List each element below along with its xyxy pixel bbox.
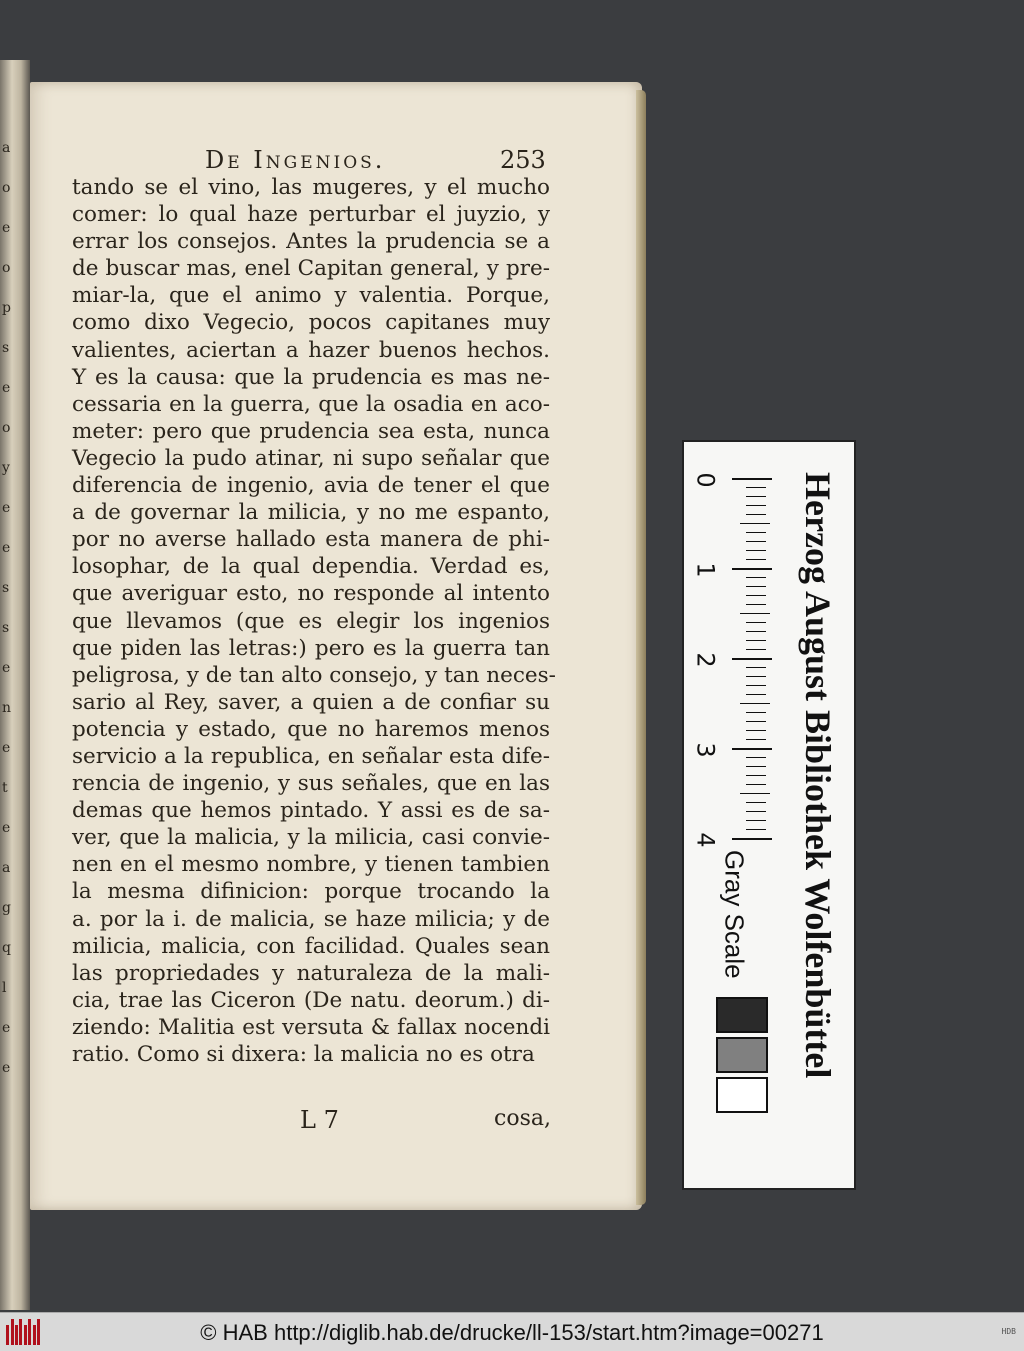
text-line: a de governar la milicia, y no me espanto, xyxy=(72,500,550,526)
ruler-tick xyxy=(732,838,772,840)
ruler-tick xyxy=(746,649,766,650)
ruler-tick xyxy=(746,550,766,551)
ruler-tick xyxy=(746,811,766,812)
previous-page-edge xyxy=(0,60,30,1310)
book-page xyxy=(30,82,642,1210)
ruler-tick xyxy=(746,577,766,578)
ruler-number: 1 xyxy=(691,562,720,578)
left-page-fragment: a xyxy=(2,140,11,156)
text-line: a. por la i. de malicia, se haze milicia; y de xyxy=(72,906,550,932)
ruler-tick xyxy=(746,586,766,587)
page-fore-edge xyxy=(636,90,646,1205)
text-line: cia, trae las Ciceron (De natu. deorum.) di- xyxy=(72,987,550,1013)
ruler-number: 3 xyxy=(691,742,720,758)
text-line: ziendo: Malitia est versuta & fallax nocendi xyxy=(72,1014,550,1040)
footer-mark: HDB xyxy=(1001,1327,1016,1336)
text-line: potencia y estado, que no haremos menos xyxy=(72,716,550,742)
left-page-fragment: a xyxy=(2,860,11,876)
ruler-tick xyxy=(746,730,766,731)
left-page-fragment: g xyxy=(2,900,11,916)
text-line: demas que hemos pintado. Y assi es de sa- xyxy=(72,798,550,824)
text-line: que averiguar esto, no responde al intento xyxy=(72,581,550,607)
ruler-tick xyxy=(740,613,770,614)
ruler-tick xyxy=(746,820,766,821)
ruler-tick xyxy=(740,793,770,794)
text-line: nen en el mesmo nombre, y tienen tambien xyxy=(72,852,550,878)
text-line: sario al Rey, saver, a quien a de confiar su xyxy=(72,689,550,715)
text-line: errar los consejos. Antes la prudencia se a xyxy=(72,229,550,255)
ruler-tick xyxy=(746,676,766,677)
left-page-fragment: n xyxy=(2,700,12,716)
text-line: peligrosa, y de tan alto consejo, y tan neces- xyxy=(72,662,556,688)
left-page-fragment: o xyxy=(2,260,11,276)
ruler-tick xyxy=(746,775,766,776)
ruler-tick xyxy=(746,541,766,542)
left-page-fragment: o xyxy=(2,180,11,196)
left-page-fragment: s xyxy=(2,620,10,636)
gray-swatch xyxy=(716,1077,768,1113)
ruler-title: Herzog August Bibliothek Wolfenbüttel xyxy=(798,472,838,1079)
ruler-tick xyxy=(746,622,766,623)
ruler-tick xyxy=(746,829,766,830)
text-line: meter: pero que prudencia sea esta, nunca xyxy=(72,418,550,444)
ruler-tick xyxy=(732,568,772,570)
text-line: valientes, aciertan a hazer buenos hechos. xyxy=(72,337,550,363)
ruler-tick xyxy=(746,712,766,713)
text-line: la mesma difinicion: porque trocando la xyxy=(72,879,550,905)
footer-copyright-url[interactable]: © HAB http://diglib.hab.de/drucke/ll-153/start.htm?image=00271 xyxy=(200,1320,824,1345)
ruler-tick xyxy=(746,532,766,533)
text-line: ver, que la malicia, y la milicia, casi convie- xyxy=(72,825,550,851)
ruler-tick xyxy=(746,595,766,596)
text-line: las propriedades y naturaleza de la mali- xyxy=(72,960,550,986)
left-page-fragment: e xyxy=(2,660,11,676)
text-line: Y es la causa: que la prudencia es mas ne- xyxy=(72,364,550,390)
text-line: de buscar mas, enel Capitan general, y pre- xyxy=(72,256,550,282)
ruler-tick xyxy=(732,658,772,660)
ruler-tick xyxy=(746,694,766,695)
left-page-fragment: s xyxy=(2,340,10,356)
text-line: comer: lo qual haze perturbar el juyzio, y xyxy=(72,202,550,228)
text-line: servicio a la republica, en señalar esta dife- xyxy=(72,743,550,769)
ruler-tick xyxy=(732,478,772,480)
ruler-tick xyxy=(746,496,766,497)
page-body-text xyxy=(72,174,556,1068)
gray-swatch xyxy=(716,997,768,1033)
text-line: por no averse hallado esta manera de phi- xyxy=(72,527,550,553)
left-page-fragment: o xyxy=(2,420,11,436)
ruler-tick xyxy=(746,559,766,560)
left-page-fragment: t xyxy=(2,780,8,796)
text-line: cessaria en la guerra, que la osadia en aco- xyxy=(72,391,550,417)
text-line: milicia, malicia, con facilidad. Quales sean xyxy=(72,933,550,959)
ruler-tick xyxy=(732,748,772,750)
left-page-fragment: e xyxy=(2,820,11,836)
ruler-number: 0 xyxy=(691,472,720,488)
gray-swatch xyxy=(716,1037,768,1073)
text-line: rencia de ingenio, y sus señales, que en las xyxy=(72,771,550,797)
left-page-fragment: e xyxy=(2,220,11,236)
color-reference-ruler xyxy=(682,440,856,1190)
ruler-tick xyxy=(746,514,766,515)
gray-scale-label: Gray Scale xyxy=(719,850,750,979)
text-line: como dixo Vegecio, pocos capitanes muy xyxy=(72,310,550,336)
left-page-fragment: e xyxy=(2,500,11,516)
ruler-tick xyxy=(740,523,770,524)
ruler-tick xyxy=(746,721,766,722)
signature-mark: L 7 xyxy=(300,1106,339,1134)
left-page-fragment: e xyxy=(2,540,11,556)
text-line: miar-la, que el animo y valentia. Porque, xyxy=(72,283,550,309)
ruler-tick xyxy=(746,802,766,803)
left-page-fragment: e xyxy=(2,1060,11,1076)
ruler-tick xyxy=(746,757,766,758)
text-line: ratio. Como si dixera: la malicia no es otra xyxy=(72,1042,535,1067)
left-page-fragment: y xyxy=(2,460,10,476)
ruler-tick xyxy=(746,739,766,740)
left-page-fragment: e xyxy=(2,1020,11,1036)
ruler-tick xyxy=(740,703,770,704)
text-line: diferencia de ingenio, avia de tener el que xyxy=(72,473,550,499)
text-line: que piden las letras:) pero es la guerra tan xyxy=(72,635,550,661)
text-line: Vegecio la pudo atinar, ni supo señalar que xyxy=(72,445,550,471)
ruler-tick xyxy=(746,604,766,605)
viewer-footer xyxy=(0,1312,1024,1351)
left-page-fragment: l xyxy=(2,980,7,996)
text-line: que llevamos (que es elegir los ingenios xyxy=(72,608,550,634)
ruler-tick xyxy=(746,487,766,488)
ruler-tick xyxy=(746,505,766,506)
ruler-number: 2 xyxy=(691,652,720,668)
running-head: De Ingenios. xyxy=(205,146,386,174)
ruler-tick xyxy=(746,766,766,767)
ruler-tick xyxy=(746,667,766,668)
page-number: 253 xyxy=(500,146,546,174)
ruler-tick xyxy=(746,784,766,785)
text-line: losophar, de la qual dependia. Verdad es, xyxy=(72,554,550,580)
ruler-tick xyxy=(746,685,766,686)
left-page-fragment: s xyxy=(2,580,10,596)
left-page-fragment: e xyxy=(2,740,11,756)
text-line: tando se el vino, las mugeres, y el mucho xyxy=(72,175,550,200)
left-page-fragment: e xyxy=(2,380,11,396)
catchword: cosa, xyxy=(494,1106,551,1131)
ruler-tick xyxy=(746,631,766,632)
ruler-number: 4 xyxy=(691,832,720,848)
left-page-fragment: q xyxy=(2,940,11,956)
ruler-tick xyxy=(746,640,766,641)
left-page-fragment: p xyxy=(2,300,11,316)
